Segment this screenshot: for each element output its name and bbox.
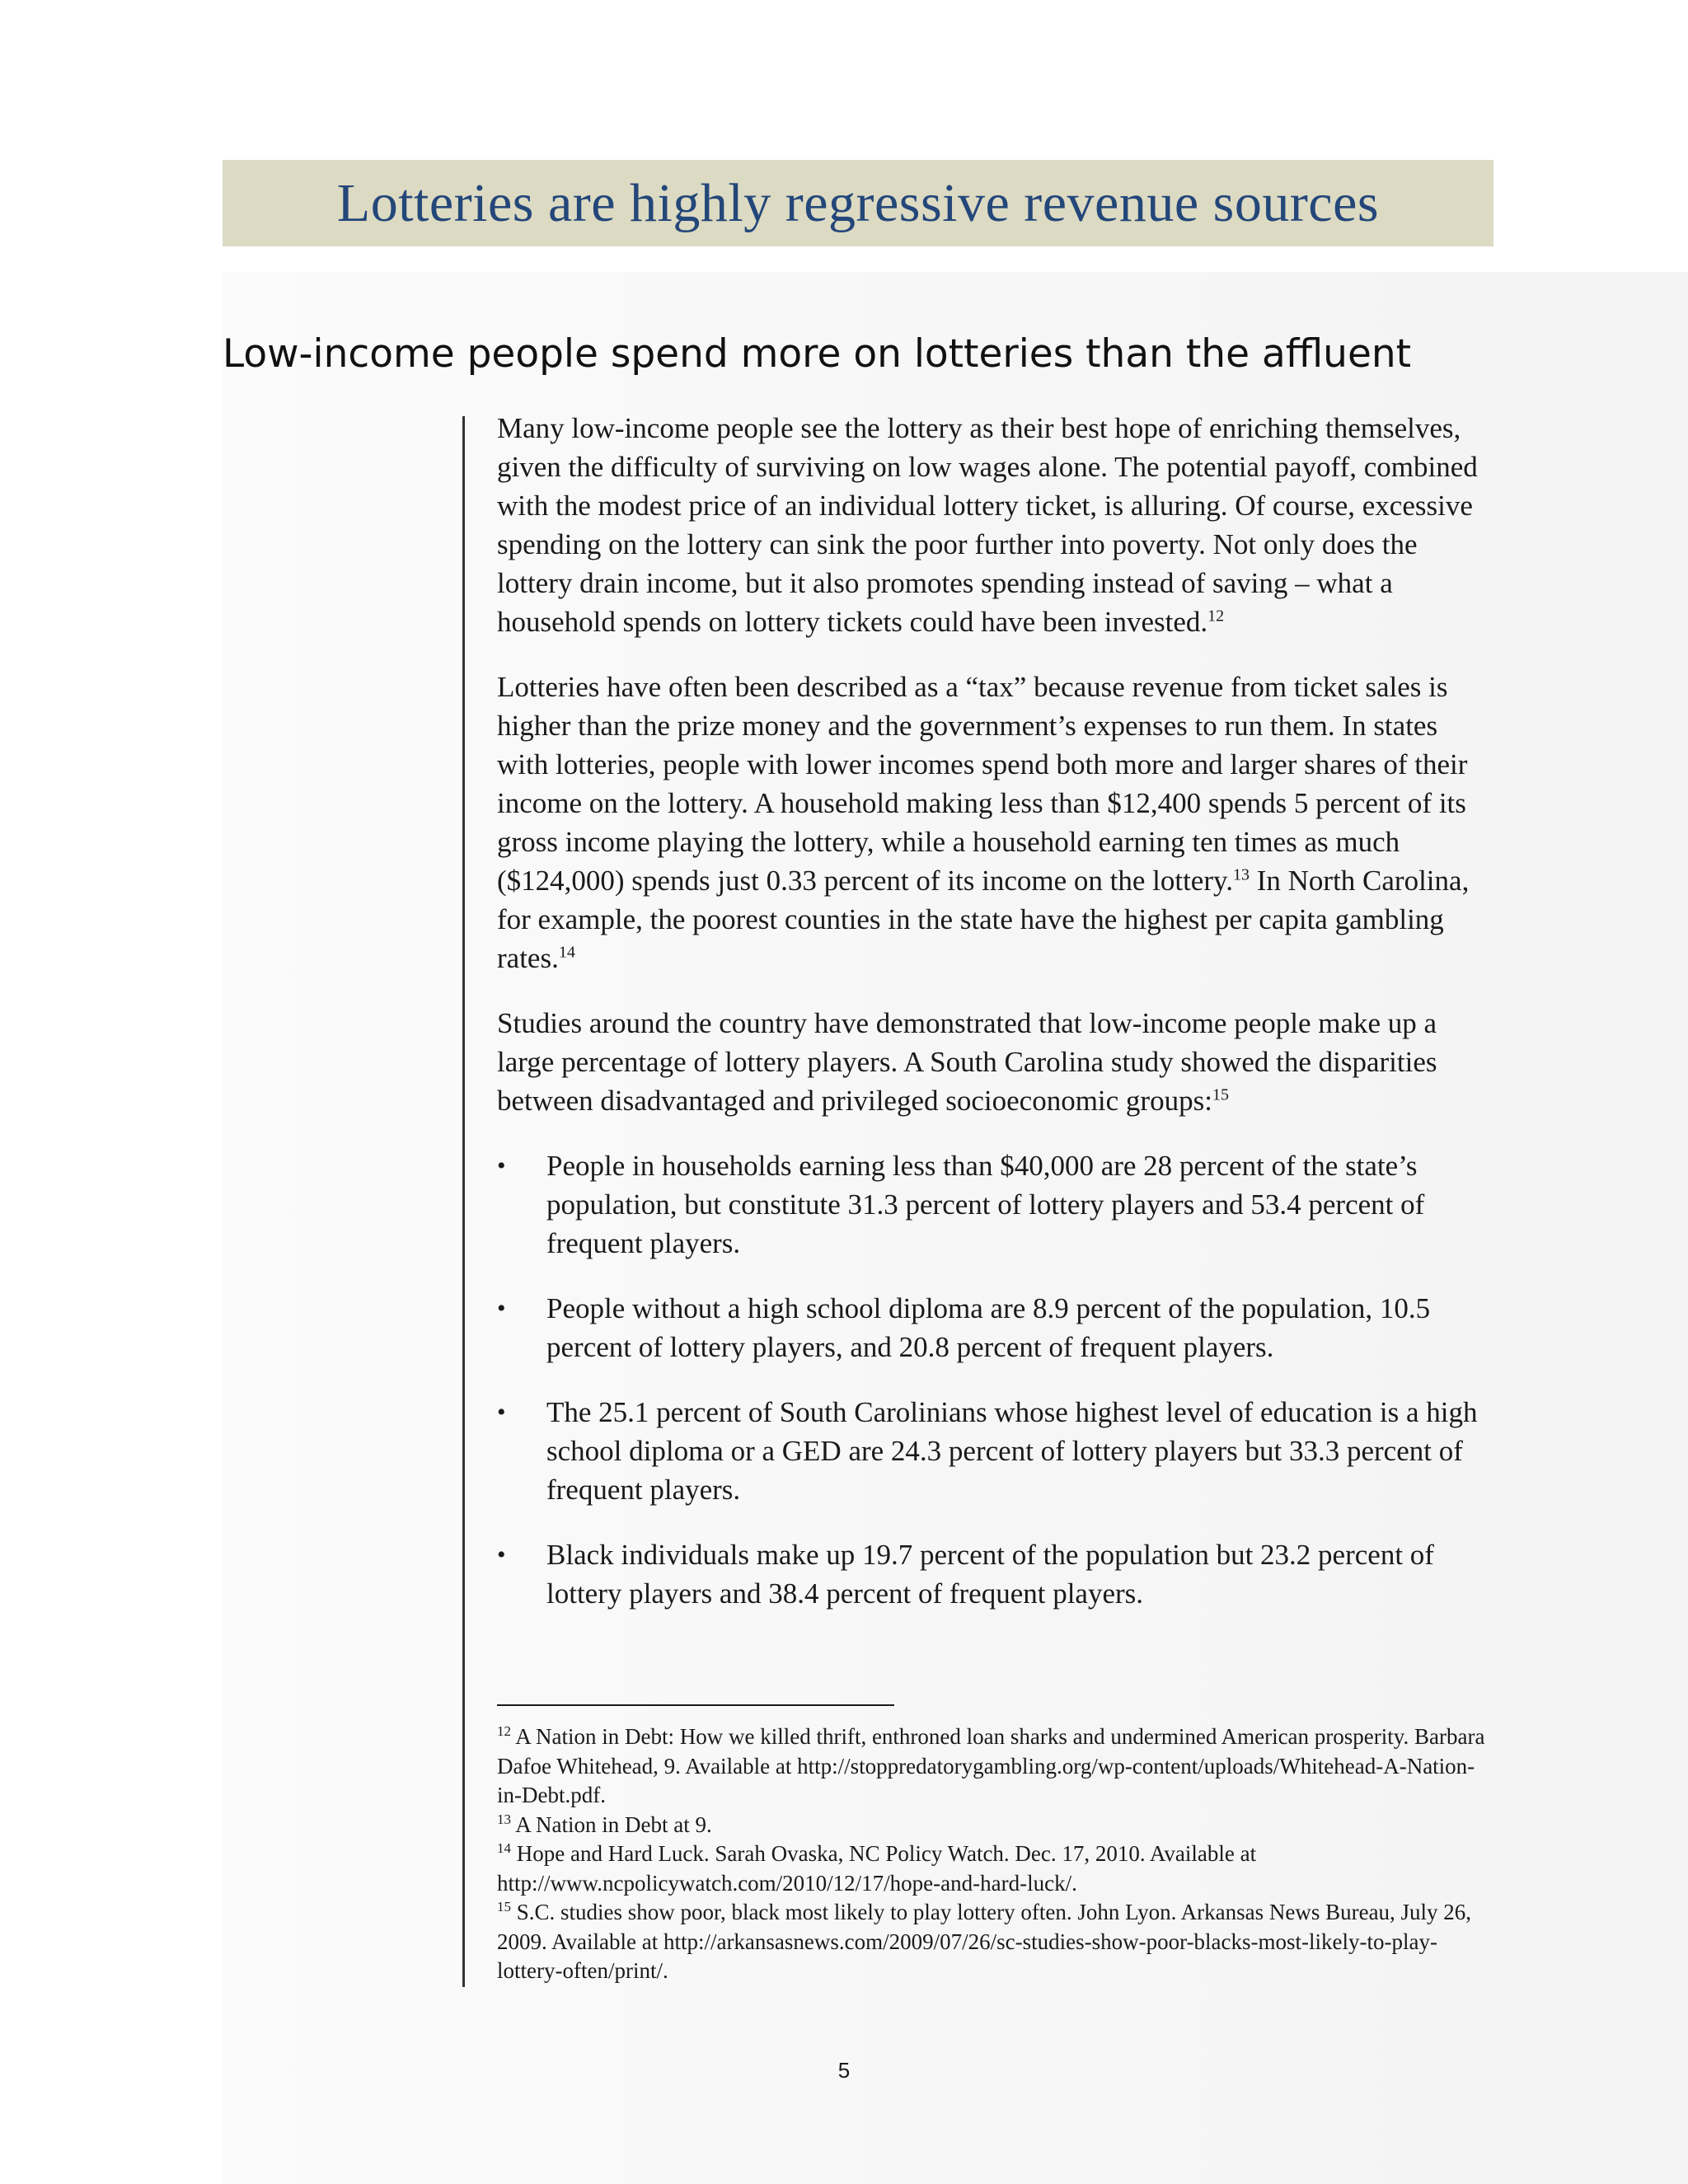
footnote-number: 12: [497, 1723, 511, 1739]
statistics-list: [497, 1146, 1496, 1613]
list-item-text: People without a high school diploma are 8.9 percent of the population, 10.5 percent of lottery players, and 20.8 percent of frequent players.: [546, 1292, 1431, 1363]
footnote-text: S.C. studies show poor, black most likely to play lottery often. John Lyon. Arkansas News Bureau, July 26, 2009. Available at http://arkansasnews.com/2009/07/26/sc-studies-show-poor-blacks-most-likely-to-play-lottery-often/print/.: [497, 1900, 1472, 1983]
body-column: [497, 409, 1496, 1639]
footnote-number: 15: [497, 1899, 511, 1915]
list-item-text: People in households earning less than $40,000 are 28 percent of the state’s population, but constitute 31.3 percent of lottery players and 53.4 percent of frequent players.: [546, 1150, 1425, 1259]
footnote-text: Hope and Hard Luck. Sarah Ovaska, NC Policy Watch. Dec. 17, 2010. Available at http://www.ncpolicywatch.com/2010/12/17/hope-and-hard-luck/.: [497, 1841, 1257, 1896]
paragraph-3: [497, 1004, 1496, 1120]
sidebar-rule: [462, 416, 465, 1987]
footnote-ref-12[interactable]: 12: [1207, 607, 1225, 626]
footnote-15: [497, 1898, 1496, 1986]
bullet-icon: •: [497, 1399, 506, 1426]
paragraph-2-text-b: In North Carolina, for example, the poorest counties in the state have the highest per capita gambling rates.: [497, 865, 1470, 974]
footnote-12: [497, 1722, 1496, 1811]
footnote-ref-13[interactable]: 13: [1232, 865, 1250, 884]
list-item: [497, 1535, 1496, 1613]
list-item: [497, 1289, 1496, 1366]
paragraph-1: [497, 409, 1496, 641]
bullet-icon: •: [497, 1152, 506, 1179]
footnote-14: [497, 1840, 1496, 1898]
page-number: 5: [837, 2058, 851, 2083]
footnote-ref-15[interactable]: 15: [1212, 1085, 1229, 1104]
bullet-icon: •: [497, 1541, 506, 1568]
paragraph-1-text: Many low-income people see the lottery as their best hope of enriching themselves, given the difficulty of surviving on low wages alone. The potential payoff, combined with the modest price of an individual lottery ticket, is alluring. Of course, excessive spending on the lottery can sink the poor further into poverty. Not only does the lottery drain income, but it also promotes spending instead of saving – what a household spends on lottery tickets could have been invested.: [497, 412, 1478, 638]
list-item-text: Black individuals make up 19.7 percent of the population but 23.2 percent of lottery players and 38.4 percent of frequent players.: [546, 1539, 1434, 1610]
list-item: [497, 1393, 1496, 1509]
paragraph-2-text-a: Lotteries have often been described as a “tax” because revenue from ticket sales is higher than the prize money and the government’s expenses to run them. In states with lotteries, people with lower incomes spend both more and larger shares of their income on the lottery. A household making less than $12,400 spends 5 percent of its gross income playing the lottery, while a household earning ten times as much ($124,000) spends just 0.33 percent of its income on the lottery.: [497, 671, 1468, 897]
footnote-13: [497, 1811, 1496, 1840]
title-banner: [223, 160, 1493, 246]
paragraph-2: [497, 668, 1496, 977]
paragraph-3-text: Studies around the country have demonstrated that low-income people make up a large percentage of lottery players. A South Carolina study showed the disparities between disadvantaged and privileged socioeconomic groups:: [497, 1007, 1437, 1117]
bullet-icon: •: [497, 1295, 506, 1322]
list-item-text: The 25.1 percent of South Carolinians whose highest level of education is a high school diploma or a GED are 24.3 percent of lottery players but 33.3 percent of frequent players.: [546, 1396, 1478, 1506]
footnote-number: 13: [497, 1811, 511, 1827]
footnote-text: A Nation in Debt at 9.: [511, 1811, 712, 1837]
footnote-number: 14: [497, 1840, 511, 1856]
section-subtitle: Low-income people spend more on lotteries than the affluent: [223, 331, 1412, 377]
list-item: [497, 1146, 1496, 1263]
footnote-ref-14[interactable]: 14: [558, 943, 575, 962]
footnotes: [497, 1722, 1496, 1986]
footnote-text: A Nation in Debt: How we killed thrift, enthroned loan sharks and undermined American prosperity. Barbara Dafoe Whitehead, 9. Available at http://stoppredatorygambling.org/wp-content/uploads/Whitehead-A-Nation-in-Debt.pdf.: [497, 1724, 1485, 1807]
page-title: Lotteries are highly regressive revenue sources: [336, 172, 1380, 233]
footnote-separator: [497, 1704, 894, 1706]
